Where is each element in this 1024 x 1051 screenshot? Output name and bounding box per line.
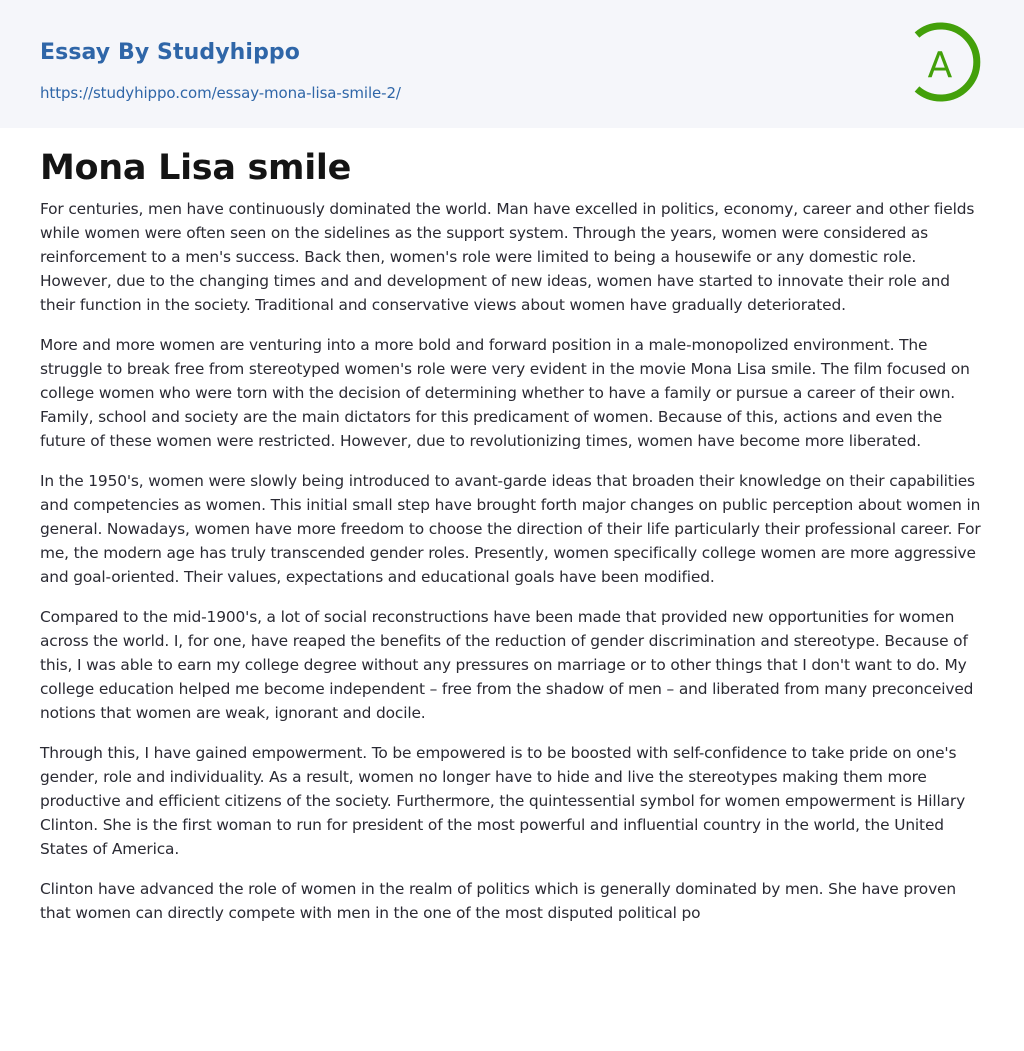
essay-paragraph: For centuries, men have continuously dominated the world. Man have excelled in politics, economy, career and other fields while women were often seen on the sidelines as the support system. Through the years, women were considered as reinforcement to a men's success. Back then, women's role were limited to being a housewife or any domestic role. However, due to the changing times and and development of new ideas, women have started to innovate their role and their function in the society. Traditional and conservative views about women have gradually deteriorated. [40,200,975,314]
site-title: Essay By Studyhippo [40,40,300,65]
logo-letter: A [927,45,953,86]
essay-content [0,128,1024,925]
essay-paragraph: Clinton have advanced the role of women in the realm of politics which is generally dominated by men. She have proven that women can directly compete with men in the one of the most disputed political po [40,880,956,922]
studyhippo-logo-icon[interactable] [906,20,990,104]
essay-paragraph: More and more women are venturing into a more bold and forward position in a male-monopolized environment. The struggle to break free from stereotyped women's role were very evident in the movie Mona Lisa smile. The film focused on college women who were torn with the decision of determining whether to have a family or pursue a career of their own. Family, school and society are the main dictators for this predicament of women. Because of this, actions and even the future of these women were restricted. However, due to revolutionizing times, women have become more liberated. [40,336,970,450]
essay-body [40,191,984,925]
site-header [0,0,1024,128]
essay-paragraph: Compared to the mid-1900's, a lot of social reconstructions have been made that provided new opportunities for women across the world. I, for one, have reaped the benefits of the reduction of gender discrimination and stereotype. Because of this, I was able to earn my college degree without any pressures on marriage or to other things that I don't want to do. My college education helped me become independent – free from the shadow of men – and liberated from many preconceived notions that women are weak, ignorant and docile. [40,608,974,722]
essay-paragraph: In the 1950's, women were slowly being introduced to avant-garde ideas that broaden their knowledge on their capabilities and competencies as women. This initial small step have brought forth major changes on public perception about women in general. Nowadays, women have more freedom to choose the direction of their life particularly their professional career. For me, the modern age has truly transcended gender roles. Presently, women specifically college women are more aggressive and goal-oriented. Their values, expectations and educational goals have been modified. [40,472,981,586]
essay-paragraph: Through this, I have gained empowerment. To be empowered is to be boosted with self-confidence to take pride on one's gender, role and individuality. As a result, women no longer have to hide and live the stereotypes making them more productive and efficient citizens of the society. Furthermore, the quintessential symbol for women empowerment is Hillary Clinton. She is the first woman to run for president of the most powerful and influential country in the world, the United States of America. [40,744,966,858]
page-title: Mona Lisa smile [40,148,352,188]
logo-arc-icon [906,20,990,104]
source-url-link[interactable]: https://studyhippo.com/essay-mona-lisa-smile-2/ [40,84,401,102]
